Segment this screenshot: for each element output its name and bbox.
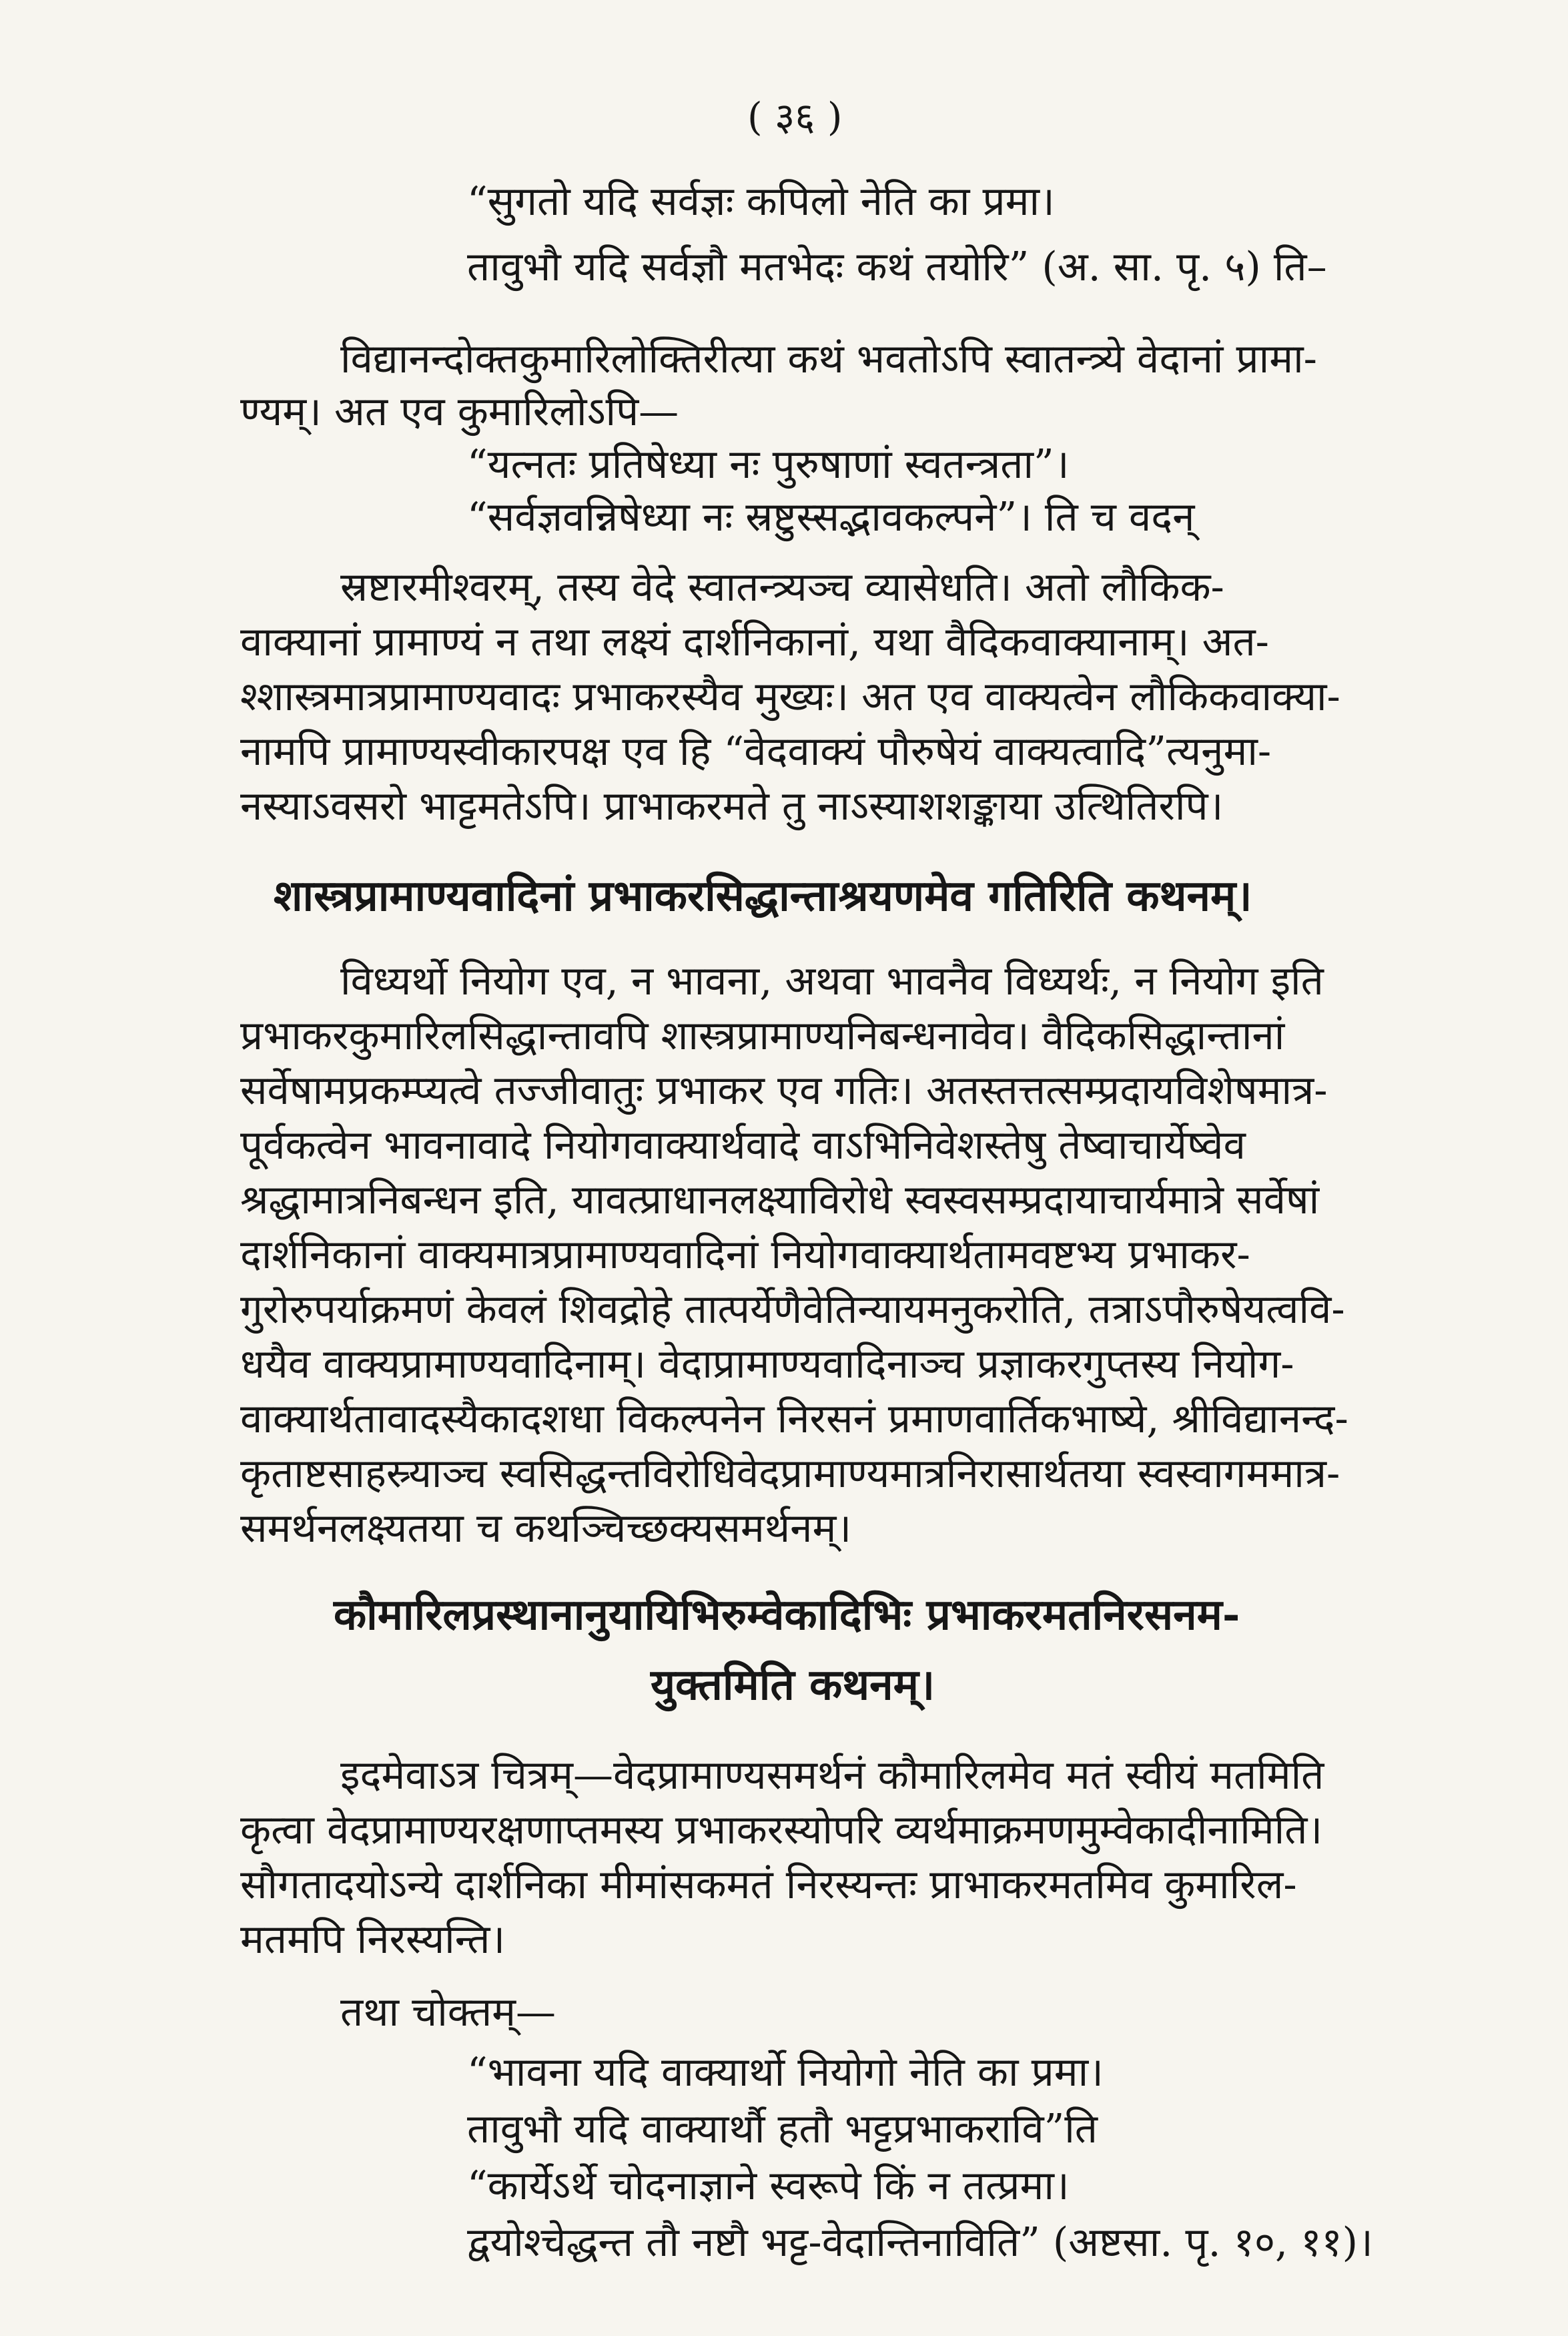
- para4-line3: सौगतादयोऽन्ये दार्शनिका मीमांसकमतं निरस्यन्तः प्राभाकरमतमिव कुमारिल-: [240, 1861, 1297, 1908]
- para3-line2: प्रभाकरकुमारिलसिद्धान्तावपि शास्त्रप्रामाण्यनिबन्धनावेव। वैदिकसिद्धान्तानां: [240, 1012, 1285, 1059]
- para3-line9: वाक्यार्थतावादस्यैकादशधा विकल्पनेन निरसनं प्रमाणवार्तिकभाष्ये, श्रीविद्यानन्द-: [240, 1396, 1348, 1442]
- para1-line2: ण्यम्। अत एव कुमारिलोऽपि—: [240, 388, 679, 435]
- verse3-line3: “कार्येऽर्थे चोदनाज्ञाने स्वरूपे किं न तत्प्रमा।: [467, 2162, 1070, 2209]
- para3-line4: पूर्वकत्वेन भावनावादे नियोगवाक्यार्थवादे वाऽभिनिवेशस्तेषु तेष्वाचार्येष्वेव: [240, 1122, 1246, 1169]
- para2-line1: स्रष्टारमीश्वरम्, तस्य वेदे स्वातन्त्र्यञ्च व्यासेधति। अतो लौकिक-: [340, 564, 1224, 611]
- verse2-line1: “यत्नतः प्रतिषेध्या नः पुरुषाणां स्वतन्त्रता”।: [467, 441, 1070, 488]
- quote-intro: तथा चोक्तम्—: [340, 1989, 556, 2036]
- para3-line10: कृताष्टसाहस्र्याञ्च स्वसिद्धन्तविरोधिवेदप्रामाण्यमात्रनिरासार्थतया स्वस्वागममात्र-: [240, 1450, 1340, 1497]
- verse3-line4: द्वयोश्चेद्धन्त तौ नष्टौ भट्ट-वेदान्तिनाविति” (अष्टसा. पृ. १०, ११)।: [467, 2219, 1373, 2266]
- para2-line4: नामपि प्रामाण्यस्वीकारपक्ष एव हि “वेदवाक्यं पौरुषेयं वाक्यत्वादि”त्यनुमा-: [240, 728, 1272, 775]
- para3-line3: सर्वेषामप्रकम्प्यत्वे तज्जीवातुः प्रभाकर एव गतिः। अतस्तत्तत्सम्प्रदायविशेषमात्र-: [240, 1067, 1328, 1114]
- para3-line8: धयैव वाक्यप्रामाण्यवादिनाम्। वेदाप्रामाण्यवादिनाञ्च प्रज्ञाकरगुप्तस्य नियोग-: [240, 1341, 1294, 1388]
- page-number: ( ३६ ): [747, 94, 843, 139]
- para3-line1: विध्यर्थो नियोग एव, न भावना, अथवा भावनैव विध्यर्थः, न नियोग इति: [340, 958, 1324, 1004]
- para2-line5: नस्याऽवसरो भाट्टमतेऽपि। प्राभाकरमते तु नाऽस्याशशङ्काया उत्थितिरपि।: [240, 783, 1224, 830]
- para1-line1: विद्यानन्दोक्तकुमारिलोक्तिरीत्या कथं भवतोऽपि स्वातन्त्र्ये वेदानां प्रामा-: [340, 336, 1317, 382]
- para3-line6: दार्शनिकानां वाक्यमात्रप्रामाण्यवादिनां नियोगवाक्यार्थतामवष्टभ्य प्रभाकर-: [240, 1231, 1250, 1278]
- para3-line11: समर्थनलक्ष्यतया च कथञ्चिच्छक्यसमर्थनम्।: [240, 1505, 852, 1552]
- para3-line5: श्रद्धामात्रनिबन्धन इति, यावत्प्राधानलक्ष्याविरोधे स्वस्वसम्प्रदायाचार्यमात्रे सर्वेषां: [240, 1177, 1320, 1223]
- section-heading-2-line2: युक्तमिति कथनम्।: [651, 1660, 935, 1710]
- verse1-line2: तावुभौ यदि सर्वज्ञौ मतभेदः कथं तयोरि” (अ. सा. पृ. ५) ति–: [467, 244, 1327, 290]
- para4-line4: मतमपि निरस्यन्ति।: [240, 1916, 506, 1963]
- para2-line2: वाक्यानां प्रामाण्यं न तथा लक्ष्यं दार्शनिकानां, यथा वैदिकवाक्यानाम्। अत-: [240, 619, 1269, 665]
- section-heading-1: शास्त्रप्रामाण्यवादिनां प्रभाकरसिद्धान्ताश्रयणमेव गतिरिति कथनम्।: [274, 871, 1252, 921]
- verse2-line2: “सर्वज्ञवन्निषेध्या नः स्रष्टुस्सद्भावकल्पने”। ति च वदन्: [467, 494, 1195, 541]
- para2-line3: श्शास्त्रमात्रप्रामाण्यवादः प्रभाकरस्यैव मुख्यः। अत एव वाक्यत्वेन लौकिकवाक्या-: [240, 673, 1340, 720]
- para4-line2: कृत्वा वेदप्रामाण्यरक्षणाप्तमस्य प्रभाकरस्योपरि व्यर्थमाक्रमणमुम्वेकादीनामिति।: [240, 1807, 1323, 1853]
- verse3-line2: तावुभौ यदि वाक्यार्थौ हतौ भट्टप्रभाकरावि”ति: [467, 2106, 1098, 2152]
- verse3-line1: “भावना यदि वाक्यार्थो नियोगो नेति का प्रमा।: [467, 2049, 1104, 2096]
- para4-line1: इदमेवाऽत्र चित्रम्—वेदप्रामाण्यसमर्थनं कौमारिलमेव मतं स्वीयं मतमिति: [340, 1752, 1324, 1799]
- section-heading-2-line1: कौमारिलप्रस्थानानुयायिभिरुम्वेकादिभिः प्रभाकरमतनिरसनम-: [334, 1590, 1240, 1640]
- verse1-line1: “सुगतो यदि सर्वज्ञः कपिलो नेति का प्रमा।: [467, 178, 1055, 225]
- para3-line7: गुरोरुपर्याक्रमणं केवलं शिवद्रोहे तात्पर्येणैवेतिन्यायमनुकरोति, तत्राऽपौरुषेयत्ववि-: [240, 1286, 1345, 1333]
